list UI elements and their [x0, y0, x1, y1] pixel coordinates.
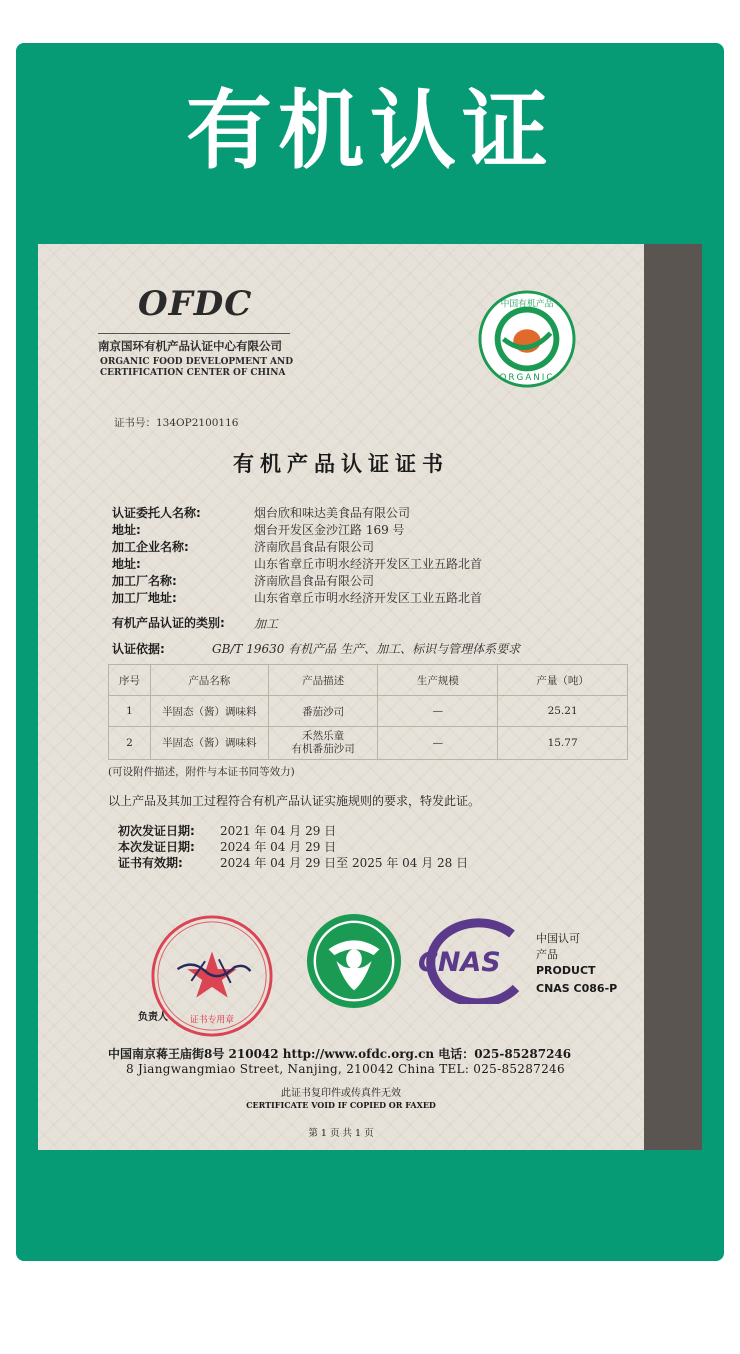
category-value: 加工	[254, 617, 279, 631]
basis-value: GB/T 19630 有机产品 生产、加工、标识与管理体系要求	[212, 642, 521, 656]
cell-no: 2	[109, 727, 151, 760]
seal-text-top: 中国有机产品	[500, 299, 554, 310]
cell-desc: 番茄沙司	[268, 696, 378, 727]
signature-label: 负责人	[138, 1012, 168, 1023]
cell-no: 1	[109, 696, 151, 727]
field-label: 加工厂名称:	[112, 574, 177, 588]
cert-number: 证书号：134OP2100116	[114, 417, 239, 429]
cnas-en-line1: PRODUCT	[536, 964, 596, 977]
cell-desc	[268, 727, 378, 760]
field-value: 烟台开发区金沙江路 169 号	[254, 523, 405, 537]
cnas-logo-icon	[412, 918, 534, 1004]
attachment-note: (可设附件描述，附件与本证书同等效力)	[108, 766, 295, 778]
cell-desc-line2: 有机番茄沙司	[291, 743, 355, 755]
field-value: 山东省章丘市明水经济开发区工业五路北首	[254, 557, 483, 571]
date-label: 初次发证日期:	[118, 824, 195, 838]
field-label: 认证委托人名称:	[112, 506, 201, 520]
org-divider	[98, 333, 290, 334]
col-header: 序号	[109, 665, 151, 696]
cert-title: 有机产品认证证书	[233, 452, 449, 476]
address-cn: 中国南京蒋王庙街8号 210042 http://www.ofdc.org.cn 电话：025-85287246	[108, 1047, 572, 1061]
address-en: 8 Jiangwangmiao Street, Nanjing, 210042 China TEL: 025-85287246	[126, 1062, 565, 1076]
stamp-bottom-text: 证书专用章	[189, 1015, 235, 1026]
field-value: 济南欣昌食品有限公司	[254, 540, 375, 554]
cell-name: 半固态（酱）调味料	[150, 696, 268, 727]
field-value: 济南欣昌食品有限公司	[254, 574, 375, 588]
cell-desc-line1: 禾然乐童	[302, 730, 345, 742]
cnas-en-line2: CNAS C086-P	[536, 982, 618, 995]
cell-scale: —	[378, 727, 498, 760]
col-header: 产量（吨）	[498, 665, 628, 696]
table-header-row	[109, 665, 628, 696]
basis-label: 认证依据:	[112, 642, 165, 656]
cell-output: 25.21	[498, 696, 628, 727]
cell-name: 半固态（酱）调味料	[150, 727, 268, 760]
table-row	[109, 727, 628, 760]
green-certification-seal-icon	[305, 912, 403, 1010]
date-value: 2024 年 04 月 29 日	[220, 840, 337, 854]
col-header: 生产规模	[378, 665, 498, 696]
date-value: 2021 年 04 月 29 日	[220, 824, 337, 838]
void-notice-cn: 此证书复印件或传真件无效	[281, 1088, 401, 1099]
category-label: 有机产品认证的类别:	[112, 616, 225, 630]
cell-output: 15.77	[498, 727, 628, 760]
page-number: 第 1 页 共 1 页	[308, 1128, 374, 1139]
date-label: 证书有效期:	[118, 856, 183, 870]
organic-seal-icon	[478, 290, 576, 388]
org-name-en-line1: ORGANIC FOOD DEVELOPMENT AND	[100, 357, 294, 367]
col-header: 产品名称	[150, 665, 268, 696]
seal-text-bottom: ORGANIC	[499, 373, 555, 384]
field-value: 烟台欣和味达美食品有限公司	[254, 506, 411, 520]
product-table	[108, 664, 628, 760]
field-value: 山东省章丘市明水经济开发区工业五路北首	[254, 591, 483, 605]
org-name-en-line2: CERTIFICATION CENTER OF CHINA	[100, 368, 286, 378]
cnas-cn-line1: 中国认可	[536, 932, 580, 945]
org-name-en	[100, 357, 300, 379]
cell-scale: —	[378, 696, 498, 727]
ofdc-logo: OFDC	[138, 284, 253, 324]
field-label: 加工企业名称:	[112, 540, 189, 554]
org-name-cn: 南京国环有机产品认证中心有限公司	[98, 339, 282, 353]
cnas-logo-text: CNAS	[418, 947, 501, 978]
field-label: 地址:	[112, 523, 141, 537]
field-label: 加工厂地址:	[112, 591, 177, 605]
cnas-cn-line2: 产品	[536, 948, 558, 961]
date-value: 2024 年 04 月 29 日至 2025 年 04 月 28 日	[220, 856, 469, 870]
compliance-statement: 以上产品及其加工过程符合有机产品认证实施规则的要求，特发此证。	[108, 794, 481, 808]
void-notice-en: CERTIFICATE VOID IF COPIED OR FAXED	[246, 1100, 436, 1110]
banner-title: 有机认证	[186, 81, 554, 181]
field-label: 地址:	[112, 557, 141, 571]
date-label: 本次发证日期:	[118, 840, 195, 854]
col-header: 产品描述	[268, 665, 378, 696]
table-row	[109, 696, 628, 727]
